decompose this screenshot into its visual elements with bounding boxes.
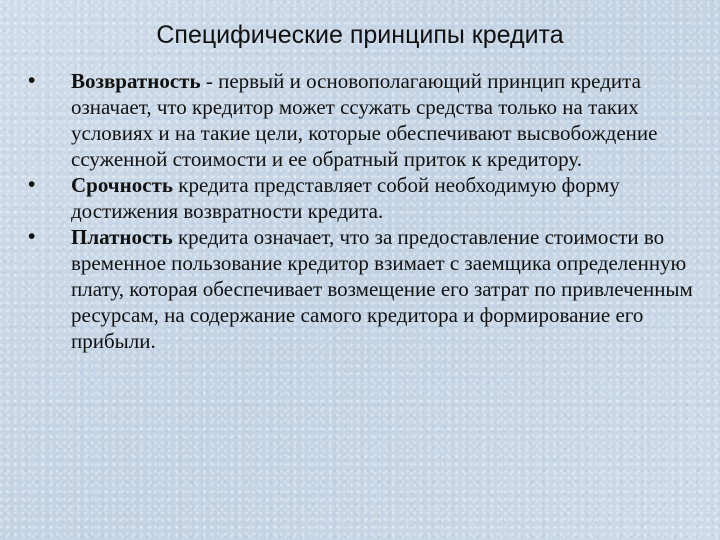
list-item (28, 68, 698, 172)
bullet-icon: • (28, 225, 36, 248)
slide-title: Специфические принципы кредита (156, 21, 564, 49)
bullet-icon: • (28, 173, 36, 196)
list-item (28, 224, 698, 354)
list-item (28, 172, 698, 224)
definition-payment: кредита означает, что за предоставление стоимости во временное пользование кредитор взимает с заемщика определенную плату, которая обеспечивает возмещение его затрат по привлеченным ресурсам, на содержание самого кредитора и формирование его прибыли. (71, 225, 693, 353)
definition-return: - первый и основополагающий принцип кредита означает, что кредитор может ссужать средства только на таких условиях и на такие цели, которые обеспечивают высвобождение ссуженной стоимости и ее обратный приток к кредитору. (71, 69, 658, 171)
definition-urgency: кредита представляет собой необходимую форму достижения возвратности кредита. (71, 173, 620, 223)
principles-list (28, 68, 698, 354)
term-return: Возвратность (71, 69, 201, 93)
term-urgency: Срочность (71, 173, 173, 197)
bullet-icon: • (28, 69, 36, 92)
term-payment: Платность (71, 225, 173, 249)
